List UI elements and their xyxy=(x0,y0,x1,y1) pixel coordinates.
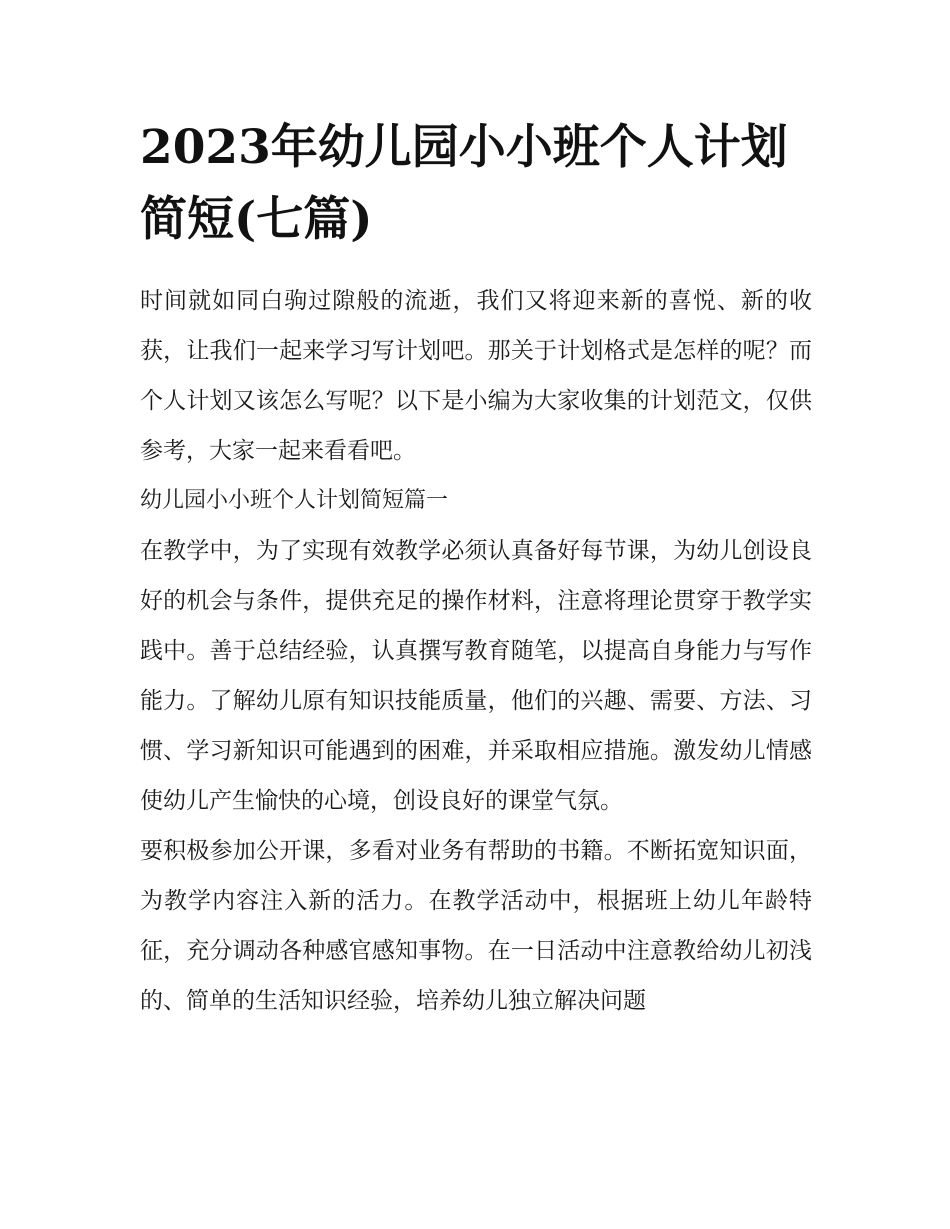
section-heading: 幼儿园小小班个人计划简短篇一 xyxy=(140,488,449,513)
body-paragraph-2: 要积极参加公开课，多看对业务有帮助的书籍。不断拓宽知识面，为教学内容注入新的活力。在教学活动中，根据班上幼儿年龄特征，充分调动各种感官感知事物。在一日活动中注意教给幼儿初浅的、简单的生活知识经验，培养幼儿独立解决问题 xyxy=(140,838,812,1014)
intro-paragraph: 时间就如同白驹过隙般的流逝，我们又将迎来新的喜悦、新的收获，让我们一起来学习写计划吧。那关于计划格式是怎样的呢？而个人计划又该怎么写呢？以下是小编为大家收集的计划范文，仅供参考，大家一起来看看吧。 xyxy=(140,288,812,464)
document-body xyxy=(140,112,812,1026)
document-title: 2023年幼儿园小小班个人计划简短(七篇) xyxy=(140,120,788,247)
body-paragraph-1: 在教学中，为了实现有效教学必须认真备好每节课，为幼儿创设良好的机会与条件，提供充足的操作材料，注意将理论贯穿于教学实践中。善于总结经验，认真撰写教育随笔，以提高自身能力与写作能力。了解幼儿原有知识技能质量，他们的兴趣、需要、方法、习惯、学习新知识可能遇到的困难，并采取相应措施。激发幼儿情感使幼儿产生愉快的心境，创设良好的课堂气氛。 xyxy=(140,538,812,814)
